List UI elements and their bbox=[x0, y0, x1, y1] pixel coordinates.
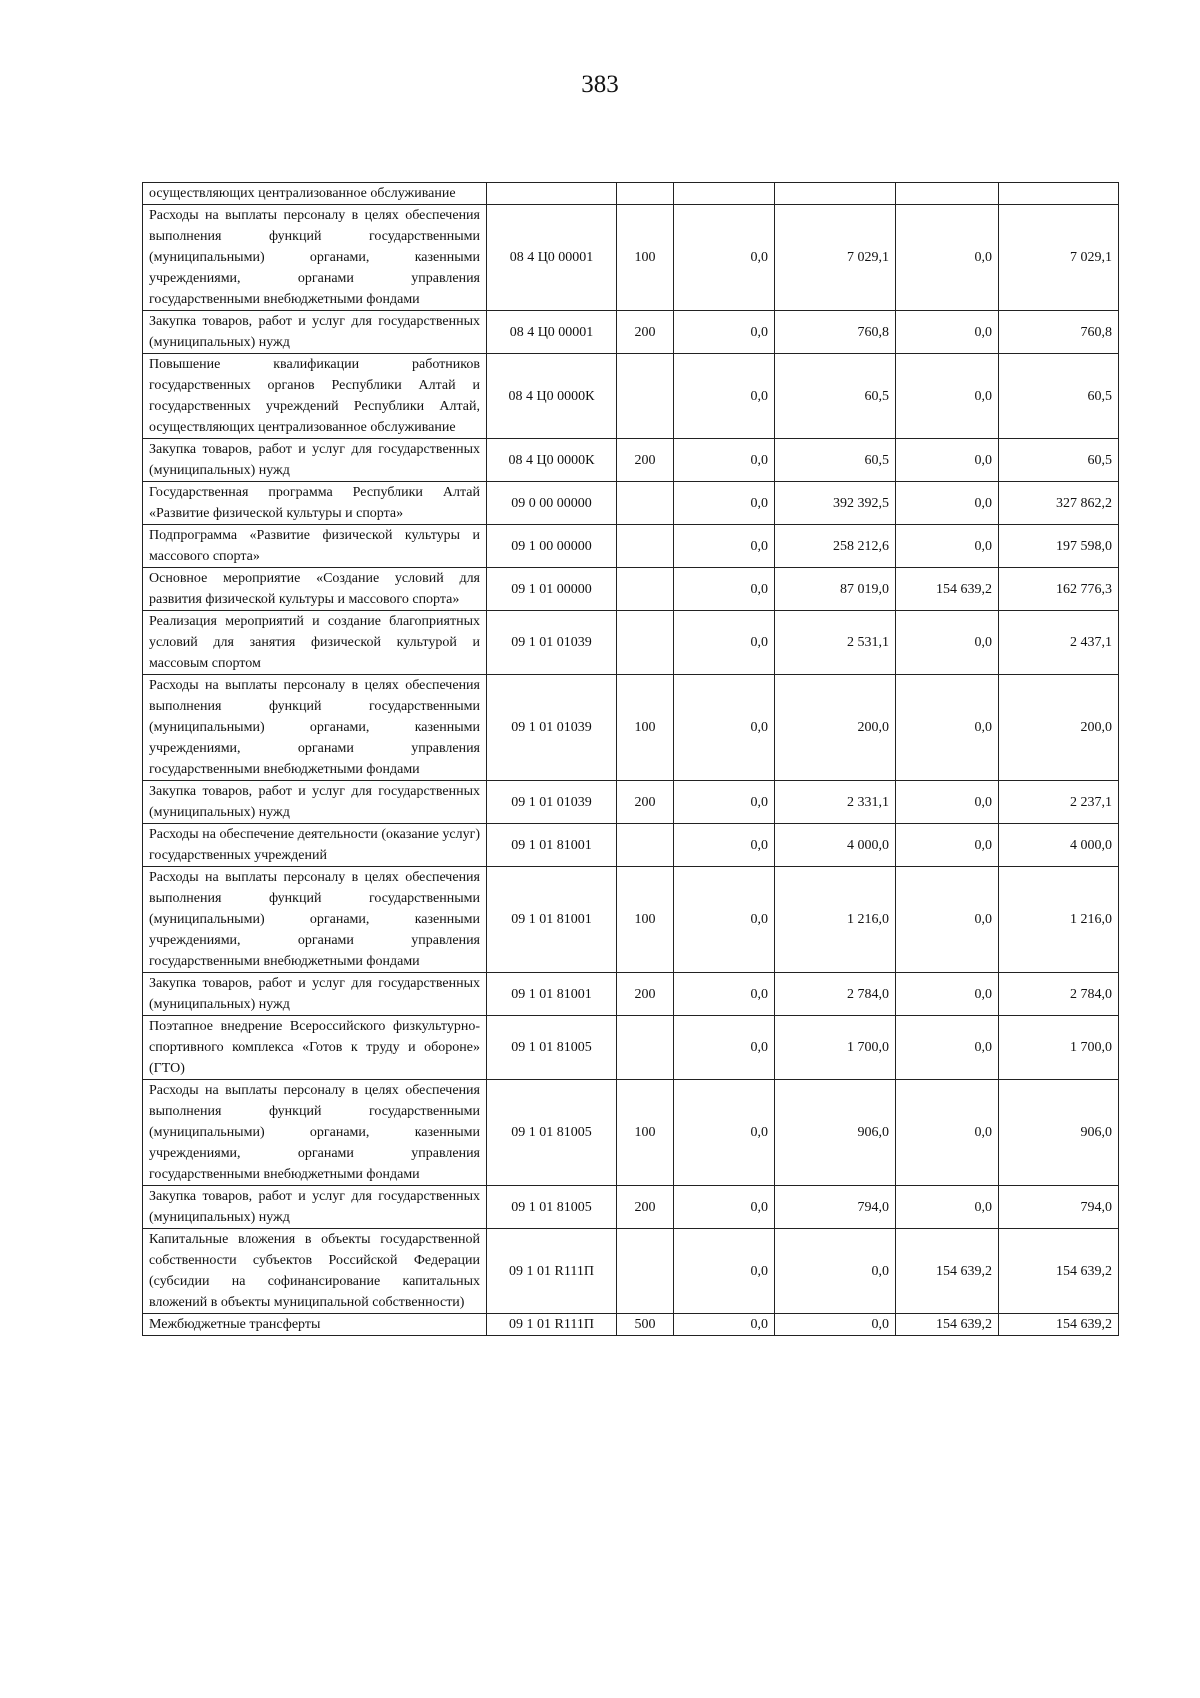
row-code-cell: 09 1 01 01039 bbox=[487, 675, 617, 781]
row-code-cell: 09 1 00 00000 bbox=[487, 525, 617, 568]
row-code-cell: 09 1 01 81005 bbox=[487, 1016, 617, 1080]
row-expense-type-cell: 100 bbox=[617, 1080, 674, 1186]
row-amount-cell-4: 327 862,2 bbox=[999, 482, 1119, 525]
row-amount-cell-3: 0,0 bbox=[896, 439, 999, 482]
table-row bbox=[143, 973, 1119, 1016]
row-name-cell: Реализация мероприятий и создание благоприятных условий для занятия физической культурой и массовым спортом bbox=[143, 611, 487, 675]
row-amount-cell-4: 1 700,0 bbox=[999, 1016, 1119, 1080]
row-amount-cell-1: 0,0 bbox=[674, 973, 775, 1016]
row-amount-cell-2: 2 331,1 bbox=[775, 781, 896, 824]
row-amount-cell-4: 154 639,2 bbox=[999, 1314, 1119, 1336]
table-row bbox=[143, 525, 1119, 568]
row-expense-type-cell: 200 bbox=[617, 439, 674, 482]
row-expense-type-cell: 100 bbox=[617, 675, 674, 781]
row-amount-cell-4: 794,0 bbox=[999, 1186, 1119, 1229]
row-amount-cell-2 bbox=[775, 183, 896, 205]
row-name-cell: Расходы на обеспечение деятельности (оказание услуг) государственных учреждений bbox=[143, 824, 487, 867]
row-amount-cell-1: 0,0 bbox=[674, 675, 775, 781]
row-amount-cell-1: 0,0 bbox=[674, 1314, 775, 1336]
row-name-cell: Государственная программа Республики Алтай «Развитие физической культуры и спорта» bbox=[143, 482, 487, 525]
row-name-cell: Расходы на выплаты персоналу в целях обеспечения выполнения функций государственными (муниципальными) органами, казенными учреждениями, органами управления государственными внебюджетными фондами bbox=[143, 205, 487, 311]
row-amount-cell-2: 87 019,0 bbox=[775, 568, 896, 611]
row-amount-cell-3: 0,0 bbox=[896, 311, 999, 354]
row-code-cell: 09 0 00 00000 bbox=[487, 482, 617, 525]
row-expense-type-cell bbox=[617, 824, 674, 867]
table-row bbox=[143, 781, 1119, 824]
row-amount-cell-2: 392 392,5 bbox=[775, 482, 896, 525]
row-amount-cell-3: 154 639,2 bbox=[896, 1314, 999, 1336]
row-name-cell: осуществляющих централизованное обслуживание bbox=[143, 183, 487, 205]
row-code-cell: 09 1 01 00000 bbox=[487, 568, 617, 611]
row-amount-cell-3: 0,0 bbox=[896, 1186, 999, 1229]
row-amount-cell-1 bbox=[674, 183, 775, 205]
row-name-cell: Повышение квалификации работников государственных органов Республики Алтай и государственных учреждений Республики Алтай, осуществляющих централизованное обслуживание bbox=[143, 354, 487, 439]
row-amount-cell-4: 760,8 bbox=[999, 311, 1119, 354]
row-amount-cell-1: 0,0 bbox=[674, 482, 775, 525]
row-amount-cell-1: 0,0 bbox=[674, 354, 775, 439]
row-amount-cell-2: 1 700,0 bbox=[775, 1016, 896, 1080]
row-name-cell: Закупка товаров, работ и услуг для государственных (муниципальных) нужд bbox=[143, 1186, 487, 1229]
table-row bbox=[143, 867, 1119, 973]
row-amount-cell-1: 0,0 bbox=[674, 525, 775, 568]
row-name-cell: Закупка товаров, работ и услуг для государственных (муниципальных) нужд bbox=[143, 311, 487, 354]
row-expense-type-cell: 100 bbox=[617, 205, 674, 311]
row-amount-cell-3: 0,0 bbox=[896, 1016, 999, 1080]
row-code-cell bbox=[487, 183, 617, 205]
table-row bbox=[143, 1314, 1119, 1336]
table-row bbox=[143, 824, 1119, 867]
row-code-cell: 08 4 Ц0 00001 bbox=[487, 205, 617, 311]
row-amount-cell-2: 7 029,1 bbox=[775, 205, 896, 311]
row-expense-type-cell: 200 bbox=[617, 311, 674, 354]
row-name-cell: Закупка товаров, работ и услуг для государственных (муниципальных) нужд bbox=[143, 781, 487, 824]
row-amount-cell-4: 7 029,1 bbox=[999, 205, 1119, 311]
row-amount-cell-1: 0,0 bbox=[674, 568, 775, 611]
table-body bbox=[143, 183, 1119, 1336]
table-row bbox=[143, 568, 1119, 611]
row-amount-cell-2: 4 000,0 bbox=[775, 824, 896, 867]
row-amount-cell-3: 0,0 bbox=[896, 205, 999, 311]
table-row bbox=[143, 311, 1119, 354]
row-amount-cell-4: 162 776,3 bbox=[999, 568, 1119, 611]
table-row bbox=[143, 354, 1119, 439]
row-code-cell: 09 1 01 81001 bbox=[487, 824, 617, 867]
row-amount-cell-3: 0,0 bbox=[896, 482, 999, 525]
budget-table bbox=[142, 182, 1119, 1336]
row-amount-cell-4: 60,5 bbox=[999, 354, 1119, 439]
row-expense-type-cell: 200 bbox=[617, 781, 674, 824]
row-amount-cell-3: 154 639,2 bbox=[896, 1229, 999, 1314]
row-name-cell: Расходы на выплаты персоналу в целях обеспечения выполнения функций государственными (муниципальными) органами, казенными учреждениями, органами управления государственными внебюджетными фондами bbox=[143, 867, 487, 973]
row-expense-type-cell bbox=[617, 611, 674, 675]
row-amount-cell-1: 0,0 bbox=[674, 867, 775, 973]
row-amount-cell-4 bbox=[999, 183, 1119, 205]
table-row bbox=[143, 439, 1119, 482]
row-name-cell: Подпрограмма «Развитие физической культуры и массового спорта» bbox=[143, 525, 487, 568]
row-amount-cell-1: 0,0 bbox=[674, 824, 775, 867]
row-code-cell: 09 1 01 R111П bbox=[487, 1229, 617, 1314]
row-code-cell: 09 1 01 81005 bbox=[487, 1080, 617, 1186]
row-amount-cell-4: 154 639,2 bbox=[999, 1229, 1119, 1314]
row-name-cell: Закупка товаров, работ и услуг для государственных (муниципальных) нужд bbox=[143, 973, 487, 1016]
row-amount-cell-2: 60,5 bbox=[775, 354, 896, 439]
row-expense-type-cell bbox=[617, 525, 674, 568]
table-row bbox=[143, 1016, 1119, 1080]
row-amount-cell-3: 154 639,2 bbox=[896, 568, 999, 611]
row-amount-cell-3: 0,0 bbox=[896, 824, 999, 867]
row-amount-cell-1: 0,0 bbox=[674, 205, 775, 311]
row-amount-cell-2: 0,0 bbox=[775, 1314, 896, 1336]
page-number: 383 bbox=[581, 71, 619, 98]
row-name-cell: Межбюджетные трансферты bbox=[143, 1314, 487, 1336]
table-row bbox=[143, 183, 1119, 205]
row-amount-cell-3: 0,0 bbox=[896, 354, 999, 439]
row-amount-cell-2: 1 216,0 bbox=[775, 867, 896, 973]
row-expense-type-cell bbox=[617, 1229, 674, 1314]
row-expense-type-cell bbox=[617, 183, 674, 205]
row-amount-cell-4: 2 437,1 bbox=[999, 611, 1119, 675]
row-amount-cell-2: 200,0 bbox=[775, 675, 896, 781]
row-expense-type-cell: 200 bbox=[617, 973, 674, 1016]
row-code-cell: 08 4 Ц0 0000К bbox=[487, 439, 617, 482]
row-code-cell: 09 1 01 01039 bbox=[487, 611, 617, 675]
row-amount-cell-3: 0,0 bbox=[896, 525, 999, 568]
table-row bbox=[143, 1229, 1119, 1314]
row-amount-cell-4: 60,5 bbox=[999, 439, 1119, 482]
row-name-cell: Основное мероприятие «Создание условий для развития физической культуры и массового спорта» bbox=[143, 568, 487, 611]
row-amount-cell-3: 0,0 bbox=[896, 1080, 999, 1186]
row-amount-cell-2: 258 212,6 bbox=[775, 525, 896, 568]
row-amount-cell-1: 0,0 bbox=[674, 1080, 775, 1186]
table-row bbox=[143, 482, 1119, 525]
row-amount-cell-1: 0,0 bbox=[674, 611, 775, 675]
row-expense-type-cell bbox=[617, 568, 674, 611]
table-row bbox=[143, 1080, 1119, 1186]
row-amount-cell-2: 60,5 bbox=[775, 439, 896, 482]
row-amount-cell-3: 0,0 bbox=[896, 675, 999, 781]
row-expense-type-cell bbox=[617, 1016, 674, 1080]
row-name-cell: Расходы на выплаты персоналу в целях обеспечения выполнения функций государственными (муниципальными) органами, казенными учреждениями, органами управления государственными внебюджетными фондами bbox=[143, 675, 487, 781]
row-name-cell: Поэтапное внедрение Всероссийского физкультурно-спортивного комплекса «Готов к труду и обороне» (ГТО) bbox=[143, 1016, 487, 1080]
row-amount-cell-2: 794,0 bbox=[775, 1186, 896, 1229]
row-name-cell: Расходы на выплаты персоналу в целях обеспечения выполнения функций государственными (муниципальными) органами, казенными учреждениями, органами управления государственными внебюджетными фондами bbox=[143, 1080, 487, 1186]
row-amount-cell-1: 0,0 bbox=[674, 1229, 775, 1314]
row-amount-cell-1: 0,0 bbox=[674, 311, 775, 354]
row-amount-cell-3: 0,0 bbox=[896, 867, 999, 973]
row-name-cell: Капитальные вложения в объекты государственной собственности субъектов Российской Федерации (субсидии на софинансирование капитальных вложений в объекты муниципальной собственности) bbox=[143, 1229, 487, 1314]
row-code-cell: 08 4 Ц0 00001 bbox=[487, 311, 617, 354]
row-expense-type-cell bbox=[617, 482, 674, 525]
row-amount-cell-1: 0,0 bbox=[674, 439, 775, 482]
row-amount-cell-4: 2 237,1 bbox=[999, 781, 1119, 824]
row-amount-cell-4: 4 000,0 bbox=[999, 824, 1119, 867]
row-code-cell: 09 1 01 81005 bbox=[487, 1186, 617, 1229]
row-amount-cell-3: 0,0 bbox=[896, 973, 999, 1016]
row-amount-cell-2: 906,0 bbox=[775, 1080, 896, 1186]
row-amount-cell-2: 2 531,1 bbox=[775, 611, 896, 675]
row-amount-cell-4: 906,0 bbox=[999, 1080, 1119, 1186]
row-amount-cell-1: 0,0 bbox=[674, 781, 775, 824]
row-amount-cell-4: 197 598,0 bbox=[999, 525, 1119, 568]
row-amount-cell-3 bbox=[896, 183, 999, 205]
row-amount-cell-4: 200,0 bbox=[999, 675, 1119, 781]
table-row bbox=[143, 675, 1119, 781]
row-amount-cell-2: 2 784,0 bbox=[775, 973, 896, 1016]
table-row bbox=[143, 1186, 1119, 1229]
row-amount-cell-3: 0,0 bbox=[896, 611, 999, 675]
row-amount-cell-2: 0,0 bbox=[775, 1229, 896, 1314]
row-amount-cell-1: 0,0 bbox=[674, 1186, 775, 1229]
row-code-cell: 09 1 01 81001 bbox=[487, 973, 617, 1016]
row-amount-cell-1: 0,0 bbox=[674, 1016, 775, 1080]
table-row bbox=[143, 611, 1119, 675]
row-expense-type-cell: 500 bbox=[617, 1314, 674, 1336]
row-amount-cell-4: 1 216,0 bbox=[999, 867, 1119, 973]
row-expense-type-cell bbox=[617, 354, 674, 439]
table-row bbox=[143, 205, 1119, 311]
row-code-cell: 09 1 01 R111П bbox=[487, 1314, 617, 1336]
row-amount-cell-4: 2 784,0 bbox=[999, 973, 1119, 1016]
row-code-cell: 09 1 01 01039 bbox=[487, 781, 617, 824]
row-expense-type-cell: 200 bbox=[617, 1186, 674, 1229]
row-amount-cell-2: 760,8 bbox=[775, 311, 896, 354]
row-code-cell: 09 1 01 81001 bbox=[487, 867, 617, 973]
row-name-cell: Закупка товаров, работ и услуг для государственных (муниципальных) нужд bbox=[143, 439, 487, 482]
row-amount-cell-3: 0,0 bbox=[896, 781, 999, 824]
row-expense-type-cell: 100 bbox=[617, 867, 674, 973]
row-code-cell: 08 4 Ц0 0000К bbox=[487, 354, 617, 439]
